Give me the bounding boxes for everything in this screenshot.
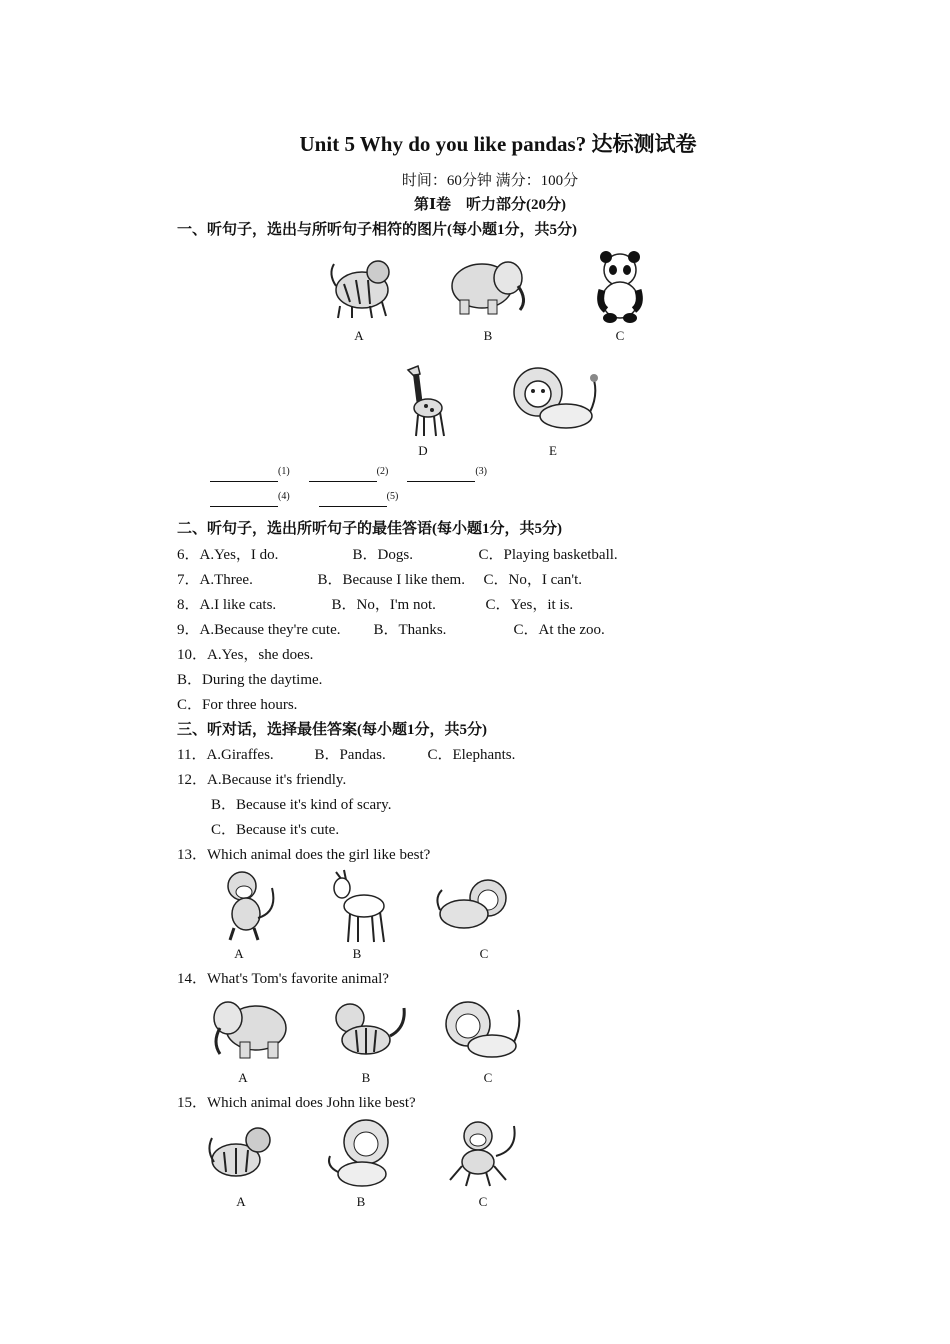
picture-label-c: C [615, 328, 625, 343]
panda-picture-c [592, 248, 648, 324]
section1-heading: 一、听句子，选出与所听句子相符的图片(每小题1分，共5分) [177, 222, 577, 238]
picture-label-a: A [354, 328, 364, 343]
giraffe-picture-d [398, 360, 450, 438]
q15-label-c: C [478, 1194, 488, 1209]
q13-label-a: A [234, 946, 244, 961]
lion-picture-e [508, 362, 604, 434]
question-11: 11．A.Giraffes. B．Pandas. C．Elephants. [177, 747, 516, 763]
picture-label-b: B [483, 328, 493, 343]
answer-blank-5[interactable] [319, 494, 387, 507]
question-10-option-b: B．During the daytime. [177, 672, 323, 688]
question-12-option-b: B．Because it's kind of scary. [211, 797, 392, 813]
lion-picture-b [322, 1116, 402, 1188]
monkey-picture-a [214, 868, 282, 944]
tiger-picture-a [326, 250, 398, 322]
tiger-picture-b [326, 998, 410, 1060]
q14-label-a: A [238, 1070, 248, 1085]
question-15: 15．Which animal does John like best? [177, 1095, 416, 1111]
answer-blanks-row-2: $^{(4)}$ $^{(5)}$ [210, 491, 398, 507]
lion-picture-c [436, 876, 514, 934]
q15-label-a: A [236, 1194, 246, 1209]
q14-label-c: C [483, 1070, 493, 1085]
answer-blank-4[interactable] [210, 494, 278, 507]
tiger-picture-a [206, 1118, 280, 1188]
question-9: 9．A.Because they're cute. B．Thanks. C．At the zoo. [177, 622, 605, 638]
elephant-picture-a [210, 994, 294, 1064]
lion-picture-c [440, 996, 526, 1062]
question-13: 13．Which animal does the girl like best? [177, 847, 431, 863]
picture-label-e: E [549, 443, 557, 458]
elephant-picture-b [444, 252, 530, 318]
part-heading: 第Ⅰ卷 听力部分(20分) [413, 197, 566, 213]
question-8: 8．A.I like cats. B．No，I'm not. C．Yes，it is. [177, 597, 574, 613]
answer-blank-2[interactable] [309, 469, 377, 482]
section3-heading: 三、听对话，选择最佳答案(每小题1分，共5分) [177, 722, 487, 738]
question-7: 7．A.Three. B．Because I like them. C．No，I can't. [177, 572, 583, 588]
q13-label-c: C [479, 946, 489, 961]
question-12: 12．A.Because it's friendly. [177, 772, 347, 788]
answer-blank-1[interactable] [210, 469, 278, 482]
q15-label-b: B [356, 1194, 366, 1209]
question-10: 10．A.Yes，she does. [177, 647, 314, 663]
exam-meta: 时间：60分钟 满分：100分 [401, 173, 579, 189]
page-title: Unit 5 Why do you like pandas? 达标测试卷 [299, 132, 697, 156]
question-14: 14．What's Tom's favorite animal? [177, 971, 389, 987]
goat-picture-b [326, 866, 390, 944]
answer-blank-3[interactable] [407, 469, 475, 482]
q13-label-b: B [352, 946, 362, 961]
monkey-picture-c [440, 1116, 524, 1188]
section2-heading: 二、听句子，选出所听句子的最佳答语(每小题1分，共5分) [177, 521, 562, 537]
answer-blanks-row-1: $^{(1)}$ $^{(2)}$ $^{(3)}$ [210, 466, 487, 482]
question-6: 6．A.Yes，I do. B．Dogs. C．Playing basketball. [177, 547, 618, 563]
question-10-option-c: C．For three hours. [177, 697, 298, 713]
question-12-option-c: C．Because it's cute. [211, 822, 340, 838]
picture-label-d: D [418, 443, 428, 458]
q14-label-b: B [361, 1070, 371, 1085]
